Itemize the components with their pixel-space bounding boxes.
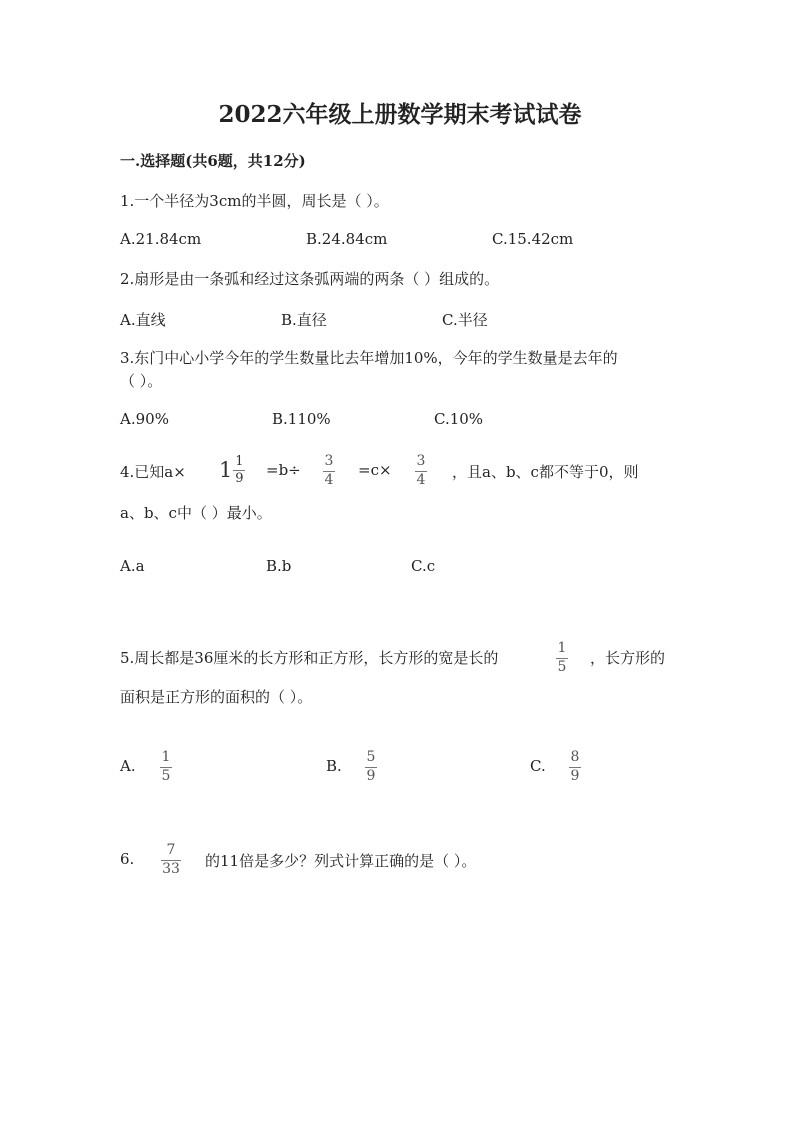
q5-option-b-fraction xyxy=(365,750,377,784)
question-4-part-2: =b÷ xyxy=(266,461,301,479)
question-4-line-2: a、b、c中（ ）最小。 xyxy=(120,504,272,522)
q5-option-a-fraction xyxy=(160,750,172,784)
q3-option-b: B.110% xyxy=(272,410,331,428)
fraction-denominator: 5 xyxy=(161,768,171,784)
fraction-denominator: 9 xyxy=(235,471,244,486)
fraction-numerator: 3 xyxy=(324,453,334,469)
question-4-part-4: ，且a、b、c都不等于0，则 xyxy=(452,463,639,481)
q5-option-b-label: B. xyxy=(326,757,342,775)
q1-option-c: C.15.42cm xyxy=(492,230,574,248)
q5-option-a-label: A. xyxy=(120,757,136,775)
fraction-numerator: 1 xyxy=(557,640,567,656)
fraction-denominator: 9 xyxy=(366,768,376,784)
fraction-seven-thirty-thirds xyxy=(161,843,181,877)
fraction-denominator: 9 xyxy=(570,768,580,784)
question-4-part-1: 4.已知a× xyxy=(120,463,186,481)
q3-option-a: A.90% xyxy=(120,410,169,428)
fraction-denominator: 33 xyxy=(162,861,180,877)
fraction-numerator: 7 xyxy=(166,842,176,858)
mixed-number-fraction xyxy=(233,455,245,485)
q2-option-a: A.直线 xyxy=(120,311,166,329)
q2-option-b: B.直径 xyxy=(281,311,327,329)
fraction-numerator: 1 xyxy=(161,749,171,765)
fraction-numerator: 8 xyxy=(570,749,580,765)
section-heading: 一.选择题(共6题，共12分) xyxy=(120,152,306,170)
mixed-number-one-and-one-ninth xyxy=(219,455,245,485)
fraction-numerator: 1 xyxy=(235,454,244,469)
question-5-part-1: 5.周长都是36厘米的长方形和正方形，长方形的宽是长的 xyxy=(120,649,499,667)
q5-option-c-fraction xyxy=(569,750,581,784)
mixed-number-whole: 1 xyxy=(219,458,233,482)
fraction-denominator: 5 xyxy=(557,659,567,675)
question-1-text: 1.一个半径为3cm的半圆，周长是（ ）。 xyxy=(120,192,389,210)
q4-option-b: B.b xyxy=(266,557,292,575)
question-4-part-3: =c× xyxy=(358,461,392,479)
q1-option-b: B.24.84cm xyxy=(306,230,388,248)
fraction-denominator: 4 xyxy=(416,472,426,488)
question-5-part-2: ，长方形的 xyxy=(590,649,666,667)
fraction-three-quarters-1 xyxy=(323,454,335,488)
question-2-text: 2.扇形是由一条弧和经过这条弧两端的两条（ ）组成的。 xyxy=(120,270,500,288)
page-title: 2022六年级上册数学期末考试试卷 xyxy=(218,101,582,128)
q4-option-a: A.a xyxy=(120,557,145,575)
q4-option-c: C.c xyxy=(411,557,436,575)
fraction-one-fifth xyxy=(556,641,568,675)
q3-option-c: C.10% xyxy=(434,410,484,428)
q1-option-a: A.21.84cm xyxy=(120,230,202,248)
fraction-numerator: 5 xyxy=(366,749,376,765)
fraction-numerator: 3 xyxy=(416,453,426,469)
q5-option-c-label: C. xyxy=(530,757,546,775)
fraction-three-quarters-2 xyxy=(415,454,427,488)
question-6-label: 6. xyxy=(120,850,135,868)
question-6-text: 的11倍是多少？列式计算正确的是（ ）。 xyxy=(205,852,477,870)
question-5-line-2: 面积是正方形的面积的（ ）。 xyxy=(120,688,313,706)
question-3-line-2: （ ）。 xyxy=(120,372,163,390)
fraction-denominator: 4 xyxy=(324,472,334,488)
q2-option-c: C.半径 xyxy=(442,311,488,329)
question-3-line-1: 3.东门中心小学今年的学生数量比去年增加10%，今年的学生数量是去年的 xyxy=(120,349,618,367)
